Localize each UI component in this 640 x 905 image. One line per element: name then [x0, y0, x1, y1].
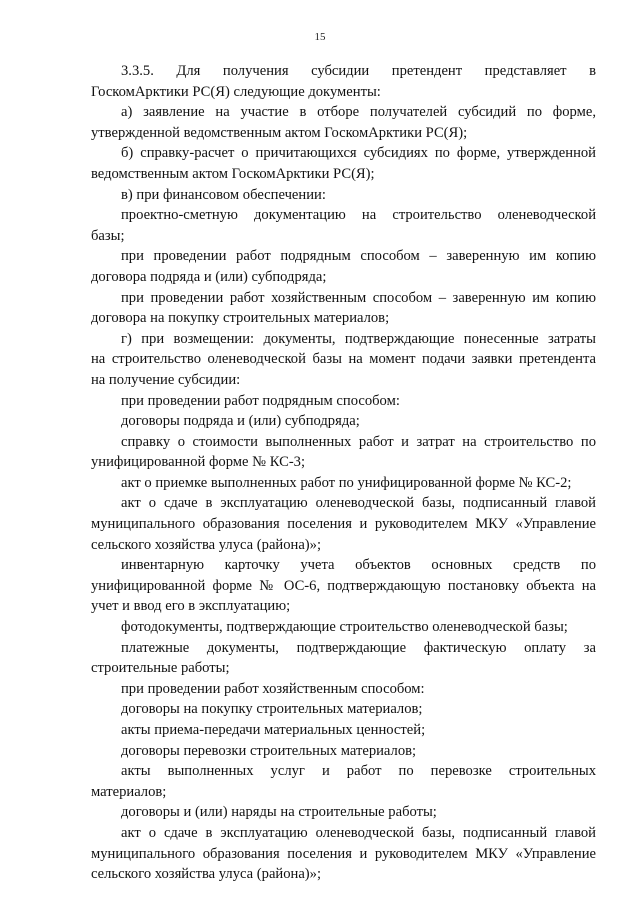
text-line: договора подряда и (или) субподряда; [91, 268, 327, 285]
text-line: договоры перевозки строительных материалов; [121, 742, 417, 759]
text-line: платежные документы, подтверждающие фактическую оплату за [121, 639, 596, 656]
text-line: фотодокументы, подтверждающие строительство оленеводческой базы; [121, 619, 568, 636]
text-line: сельского хозяйства улуса (района)»; [91, 536, 322, 553]
text-line: утвержденной ведомственным актом ГоскомАрктики РС(Я); [91, 124, 468, 141]
text-line: справку о стоимости выполненных работ и затрат на строительство по [121, 433, 596, 450]
text-line: 3.3.5. Для получения субсидии претендент представляет в [121, 63, 596, 79]
text-line: унифицированной форме № КС-3; [91, 454, 306, 471]
text-line: акт о приемке выполненных работ по унифицированной форме № КС-2; [121, 474, 572, 491]
text-line: г) при возмещении: документы, подтверждающие понесенные затраты [121, 330, 596, 347]
text-line: базы; [91, 227, 125, 244]
text-line: унифицированной форме № ОС-6, подтверждающую постановку объекта на [91, 577, 596, 594]
text-line: ГоскомАрктики РС(Я) следующие документы: [91, 83, 381, 100]
text-line: муниципального образования поселения и руководителем МКУ «Управление [91, 516, 596, 533]
page-number: 15 [314, 31, 326, 43]
text-line: акт о сдаче в эксплуатацию оленеводческой базы, подписанный главой [121, 495, 596, 512]
text-line: б) справку-расчет о причитающихся субсидиях по форме, утвержденной [121, 145, 596, 162]
text-line: при проведении работ подрядным способом – заверенную им копию [121, 248, 596, 265]
document-body [91, 61, 596, 885]
text-line: ведомственным актом ГоскомАрктики РС(Я); [91, 165, 375, 182]
text-line: материалов; [91, 783, 167, 800]
text-line: при проведении работ хозяйственным способом – заверенную им копию [121, 289, 596, 306]
text-line: инвентарную карточку учета объектов основных средств по [121, 557, 596, 574]
text-line: договоры и (или) наряды на строительные работы; [121, 804, 437, 821]
text-line: строительные работы; [91, 660, 230, 677]
text-line: акт о сдаче в эксплуатацию оленеводческой базы, подписанный главой [121, 824, 596, 841]
text-line: сельского хозяйства улуса (района)»; [91, 866, 322, 883]
text-line: на строительство оленеводческой базы на момент подачи заявки претендента [91, 351, 596, 368]
text-line: учет и ввод его в эксплуатацию; [91, 598, 291, 615]
text-line: проектно-сметную документацию на строительство оленеводческой [121, 207, 596, 224]
text-line: договоры подряда и (или) субподряда; [121, 413, 360, 430]
text-line: акты выполненных услуг и работ по перевозке строительных [121, 763, 596, 780]
text-line: а) заявление на участие в отборе получателей субсидий по форме, [121, 104, 596, 121]
text-line: при проведении работ подрядным способом: [121, 392, 400, 409]
text-line: договоры на покупку строительных материалов; [121, 701, 423, 718]
text-line: в) при финансовом обеспечении: [121, 186, 326, 203]
text-line: договора на покупку строительных материалов; [91, 310, 390, 327]
text-line: при проведении работ хозяйственным способом: [121, 680, 425, 697]
text-line: акты приема-передачи материальных ценностей; [121, 722, 426, 738]
text-line: муниципального образования поселения и руководителем МКУ «Управление [91, 845, 596, 862]
text-line: на получение субсидии: [91, 371, 241, 388]
